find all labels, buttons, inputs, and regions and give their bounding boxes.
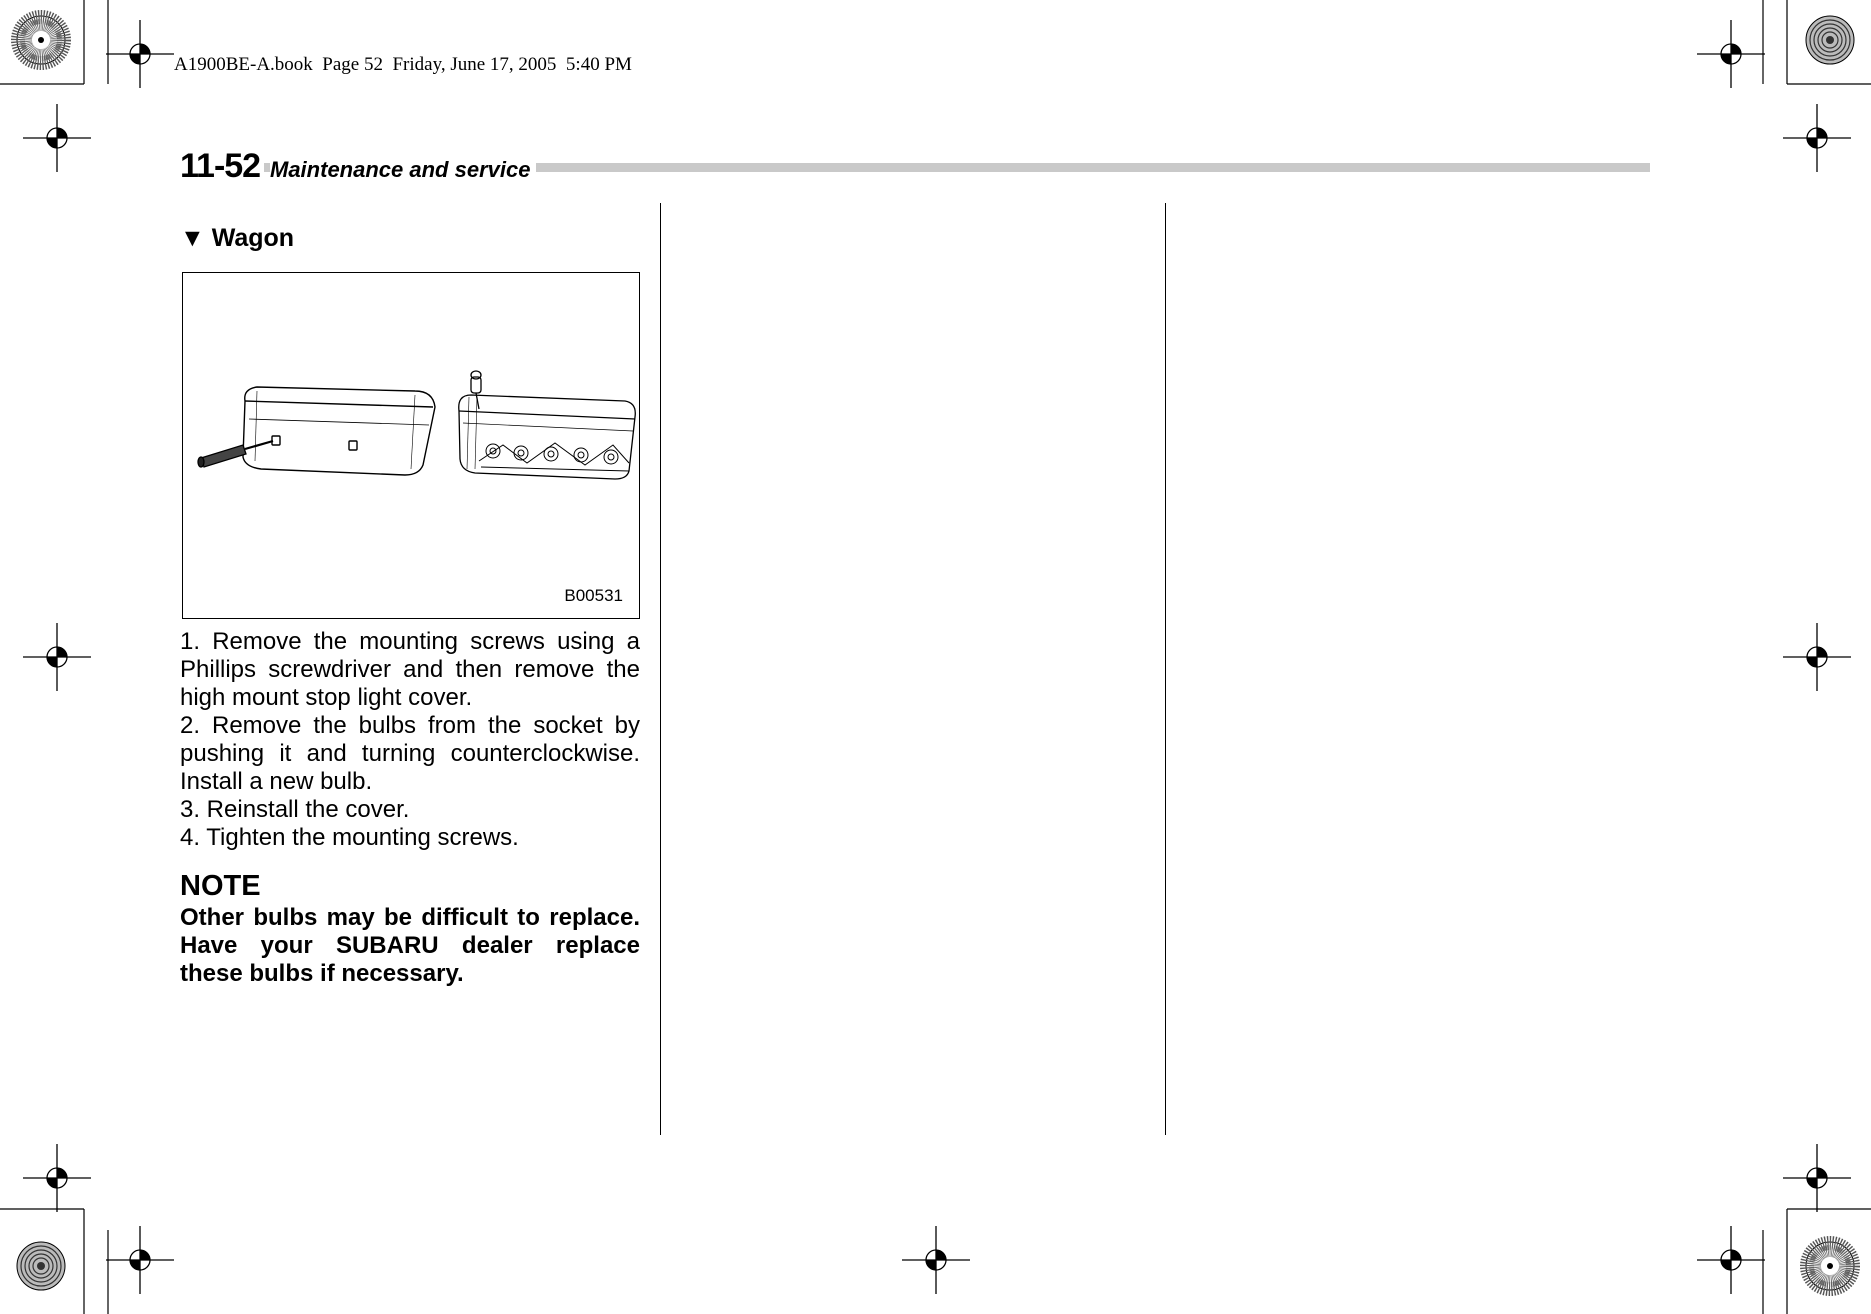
note-title: NOTE <box>180 870 261 902</box>
section-title: Maintenance and service <box>270 157 536 183</box>
figure-code: B00531 <box>564 586 623 605</box>
print-info-line: A1900BE-A.book Page 52 Friday, June 17, 2005 5:40 PM <box>174 54 632 75</box>
step-1: 1. Remove the mounting screws using a Phillips screwdriver and then remove the high mount stop light cover. <box>180 628 640 711</box>
step-3: 3. Reinstall the cover. <box>180 796 410 823</box>
page-header <box>180 147 1650 183</box>
page-number: 11-52 <box>180 147 264 186</box>
illustration-frame <box>182 272 640 619</box>
column-divider-1 <box>660 203 661 1135</box>
stop-light-illustration <box>183 273 638 617</box>
step-4: 4. Tighten the mounting screws. <box>180 824 519 851</box>
note-body: Other bulbs may be difficult to replace. Have your SUBARU dealer replace these bulbs if necessary. <box>180 904 640 987</box>
step-2: 2. Remove the bulbs from the socket by pushing it and turning counterclockwise. Install a new bulb. <box>180 712 640 795</box>
column-divider-2 <box>1165 203 1166 1135</box>
instruction-steps <box>180 628 640 852</box>
subsection-heading: ▼ Wagon <box>180 224 295 252</box>
